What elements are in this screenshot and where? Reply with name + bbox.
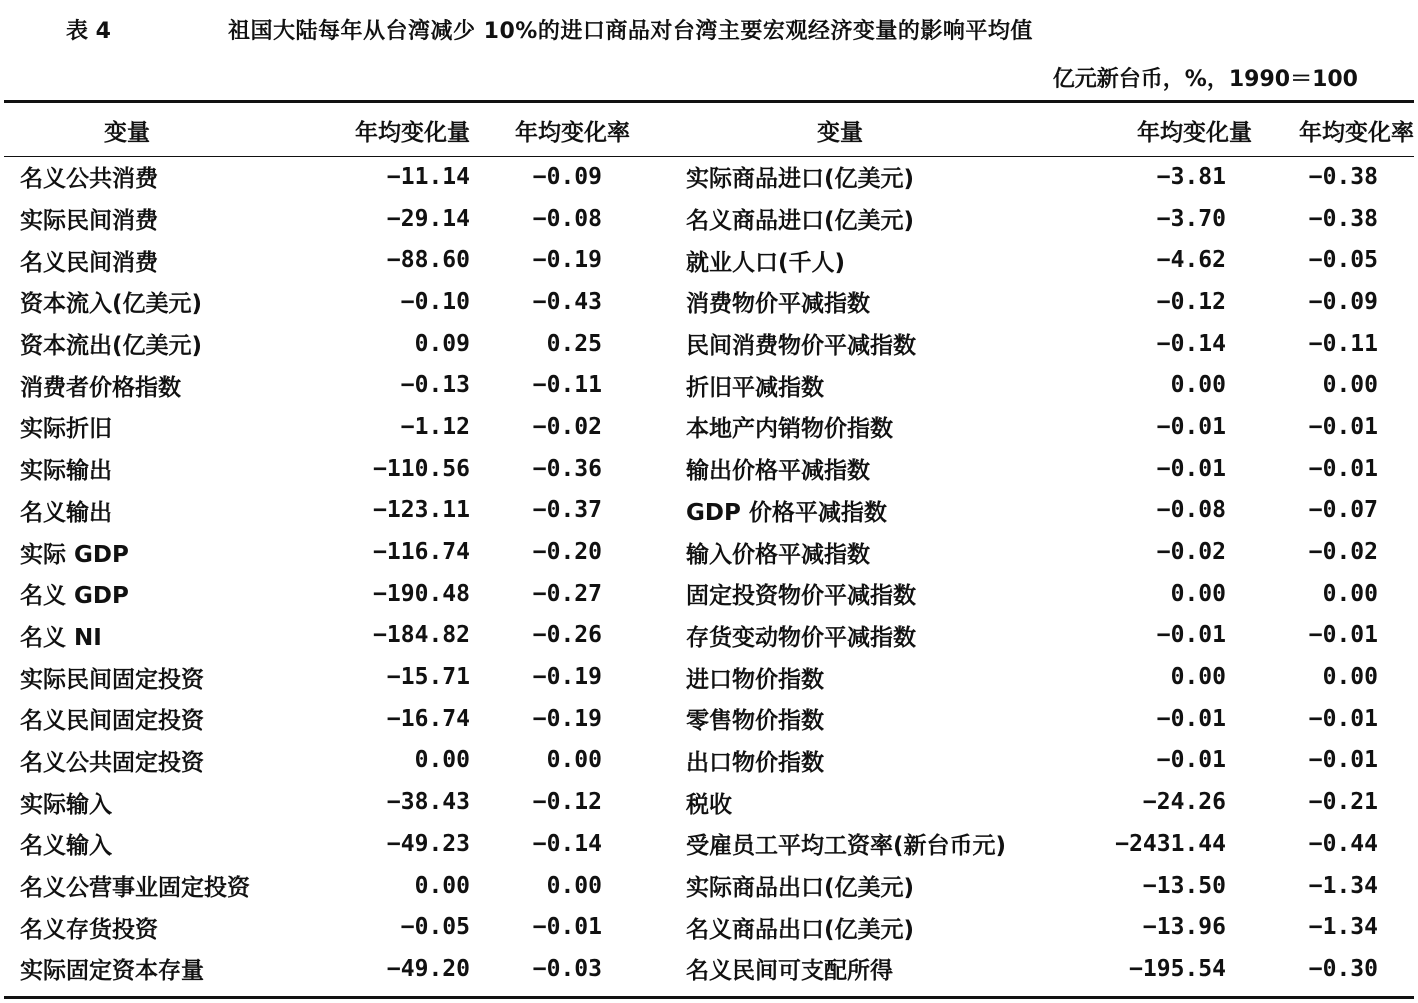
table-body [4,156,1414,990]
left-annual-rate: −0.08 [532,205,602,232]
col-header-right-variable: 变量 [817,119,863,146]
left-variable-name: 实际输出 [20,458,112,485]
right-annual-change: −0.01 [1156,413,1226,440]
left-variable-name: 名义民间固定投资 [20,708,204,735]
right-variable-name: 零售物价指数 [686,708,824,735]
left-variable-name: 名义输入 [20,833,112,860]
table-row [4,740,1414,782]
right-annual-rate: −1.34 [1308,914,1378,941]
right-variable-name: 就业人口(千人) [686,249,846,276]
right-annual-change: −0.08 [1156,497,1226,524]
table-row [4,531,1414,573]
right-annual-rate: −0.21 [1308,789,1378,816]
left-variable-name: 名义公营事业固定投资 [20,875,250,902]
left-variable-name: 名义输出 [20,499,112,526]
table-row [4,573,1414,615]
col-header-left-rate: 年均变化率 [515,119,630,146]
table-title: 祖国大陆每年从台湾减少 10%的进口商品对台湾主要宏观经济变量的影响平均值 [228,19,1033,44]
right-annual-rate: 0.00 [1322,580,1378,607]
left-variable-name: 名义 GDP [20,583,129,610]
left-annual-rate: −0.26 [532,622,602,649]
left-annual-rate: 0.00 [546,747,602,774]
left-variable-name: 实际民间固定投资 [20,666,204,693]
left-variable-name: 消费者价格指数 [20,374,181,401]
right-annual-rate: −0.01 [1308,622,1378,649]
right-annual-change: −0.01 [1156,747,1226,774]
right-variable-name: 税收 [686,791,732,818]
right-annual-rate: −1.34 [1308,872,1378,899]
right-annual-change: −24.26 [1142,789,1226,816]
left-annual-rate: −0.20 [532,539,602,566]
table-row [4,364,1414,406]
right-annual-change: −2431.44 [1115,830,1226,857]
right-variable-name: 输入价格平减指数 [686,541,870,568]
right-variable-name: 进口物价指数 [686,666,824,693]
header-row [4,104,1414,156]
left-annual-change: −29.14 [386,205,470,232]
right-annual-rate: −0.05 [1308,247,1378,274]
right-annual-rate: −0.11 [1308,330,1378,357]
table-row [4,865,1414,907]
right-annual-change: −3.81 [1156,163,1226,190]
left-annual-rate: 0.00 [546,872,602,899]
left-annual-change: −49.23 [386,830,470,857]
left-variable-name: 名义公共消费 [20,166,158,193]
left-variable-name: 名义民间消费 [20,249,158,276]
col-header-right-rate: 年均变化率 [1299,119,1414,146]
col-header-left-variable: 变量 [104,119,150,146]
right-annual-rate: 0.00 [1322,372,1378,399]
right-annual-change: −0.02 [1156,539,1226,566]
top-rule [4,100,1414,103]
table-row [4,156,1414,198]
right-variable-name: 本地产内销物价指数 [686,416,893,443]
left-annual-rate: −0.19 [532,664,602,691]
col-header-left-change: 年均变化量 [355,119,470,146]
right-annual-rate: −0.01 [1308,705,1378,732]
right-annual-change: −0.01 [1156,455,1226,482]
right-annual-rate: −0.09 [1308,288,1378,315]
right-variable-name: 消费物价平减指数 [686,291,870,318]
right-variable-name: 名义商品进口(亿美元) [686,208,915,235]
left-annual-rate: −0.19 [532,705,602,732]
right-variable-name: 输出价格平减指数 [686,458,870,485]
left-annual-rate: −0.19 [532,247,602,274]
left-annual-rate: −0.36 [532,455,602,482]
right-annual-rate: −0.07 [1308,497,1378,524]
left-annual-change: 0.09 [414,330,470,357]
data-table [4,104,1414,990]
table-row [4,198,1414,240]
right-annual-rate: −0.44 [1308,830,1378,857]
left-annual-change: −0.13 [400,372,470,399]
table-row [4,948,1414,990]
right-variable-name: 实际商品进口(亿美元) [686,166,915,193]
left-annual-rate: 0.25 [546,330,602,357]
right-variable-name: 固定投资物价平减指数 [686,583,916,610]
left-annual-change: −184.82 [373,622,470,649]
right-annual-change: −13.96 [1142,914,1226,941]
left-annual-change: 0.00 [414,872,470,899]
bottom-rule [4,996,1414,999]
left-annual-change: −15.71 [386,664,470,691]
table-row [4,698,1414,740]
left-annual-change: −1.12 [400,413,470,440]
left-variable-name: 实际民间消费 [20,208,158,235]
left-variable-name: 名义 NI [20,624,102,651]
table-label: 表 4 [66,19,111,44]
left-annual-change: −0.05 [400,914,470,941]
left-annual-rate: −0.01 [532,914,602,941]
left-annual-change: −16.74 [386,705,470,732]
right-annual-change: −13.50 [1142,872,1226,899]
right-variable-name: 名义商品出口(亿美元) [686,916,915,943]
left-annual-rate: −0.11 [532,372,602,399]
right-annual-rate: −0.01 [1308,455,1378,482]
table-row [4,281,1414,323]
table-row [4,239,1414,281]
left-variable-name: 实际固定资本存量 [20,958,204,985]
right-variable-name: 受雇员工平均工资率(新台币元) [686,833,1007,860]
left-annual-rate: −0.09 [532,163,602,190]
col-header-right-change: 年均变化量 [1137,119,1252,146]
table-row [4,323,1414,365]
left-variable-name: 实际输入 [20,791,112,818]
left-variable-name: 名义存货投资 [20,916,158,943]
table-row [4,615,1414,657]
right-variable-name: 民间消费物价平减指数 [686,333,916,360]
title-row [0,14,1418,50]
table-row [4,781,1414,823]
table-row [4,406,1414,448]
right-annual-rate: −0.01 [1308,747,1378,774]
left-annual-change: −88.60 [386,247,470,274]
left-annual-change: −38.43 [386,789,470,816]
right-annual-rate: −0.38 [1308,205,1378,232]
table-row [4,448,1414,490]
left-variable-name: 资本流入(亿美元) [20,291,203,318]
left-annual-change: −110.56 [373,455,470,482]
right-annual-change: 0.00 [1170,580,1226,607]
table-row [4,823,1414,865]
left-annual-change: −49.20 [386,955,470,982]
left-annual-change: 0.00 [414,747,470,774]
right-annual-change: −4.62 [1156,247,1226,274]
left-variable-name: 名义公共固定投资 [20,749,204,776]
right-annual-rate: −0.30 [1308,955,1378,982]
left-annual-rate: −0.14 [532,830,602,857]
left-annual-rate: −0.43 [532,288,602,315]
left-variable-name: 资本流出(亿美元) [20,333,203,360]
right-annual-change: −0.01 [1156,622,1226,649]
left-annual-change: −116.74 [373,539,470,566]
left-annual-rate: −0.27 [532,580,602,607]
right-annual-change: 0.00 [1170,664,1226,691]
right-variable-name: 名义民间可支配所得 [686,958,893,985]
right-annual-change: −0.01 [1156,705,1226,732]
right-variable-name: GDP 价格平减指数 [686,499,887,526]
right-variable-name: 存货变动物价平减指数 [686,624,916,651]
table-row [4,906,1414,948]
left-variable-name: 实际 GDP [20,541,129,568]
table-row [4,490,1414,532]
right-variable-name: 实际商品出口(亿美元) [686,875,915,902]
left-annual-rate: −0.03 [532,955,602,982]
left-annual-change: −11.14 [386,163,470,190]
right-annual-rate: −0.02 [1308,539,1378,566]
left-variable-name: 实际折旧 [20,416,112,443]
right-variable-name: 出口物价指数 [686,749,824,776]
left-annual-rate: −0.37 [532,497,602,524]
right-annual-rate: 0.00 [1322,664,1378,691]
table-row [4,656,1414,698]
right-annual-change: −0.12 [1156,288,1226,315]
right-variable-name: 折旧平减指数 [686,374,824,401]
left-annual-rate: −0.12 [532,789,602,816]
left-annual-change: −0.10 [400,288,470,315]
units-note: 亿元新台币，%，1990＝100 [1052,67,1358,92]
right-annual-rate: −0.38 [1308,163,1378,190]
right-annual-change: −195.54 [1129,955,1226,982]
right-annual-change: −3.70 [1156,205,1226,232]
left-annual-change: −190.48 [373,580,470,607]
left-annual-change: −123.11 [373,497,470,524]
right-annual-rate: −0.01 [1308,413,1378,440]
right-annual-change: −0.14 [1156,330,1226,357]
right-annual-change: 0.00 [1170,372,1226,399]
left-annual-rate: −0.02 [532,413,602,440]
